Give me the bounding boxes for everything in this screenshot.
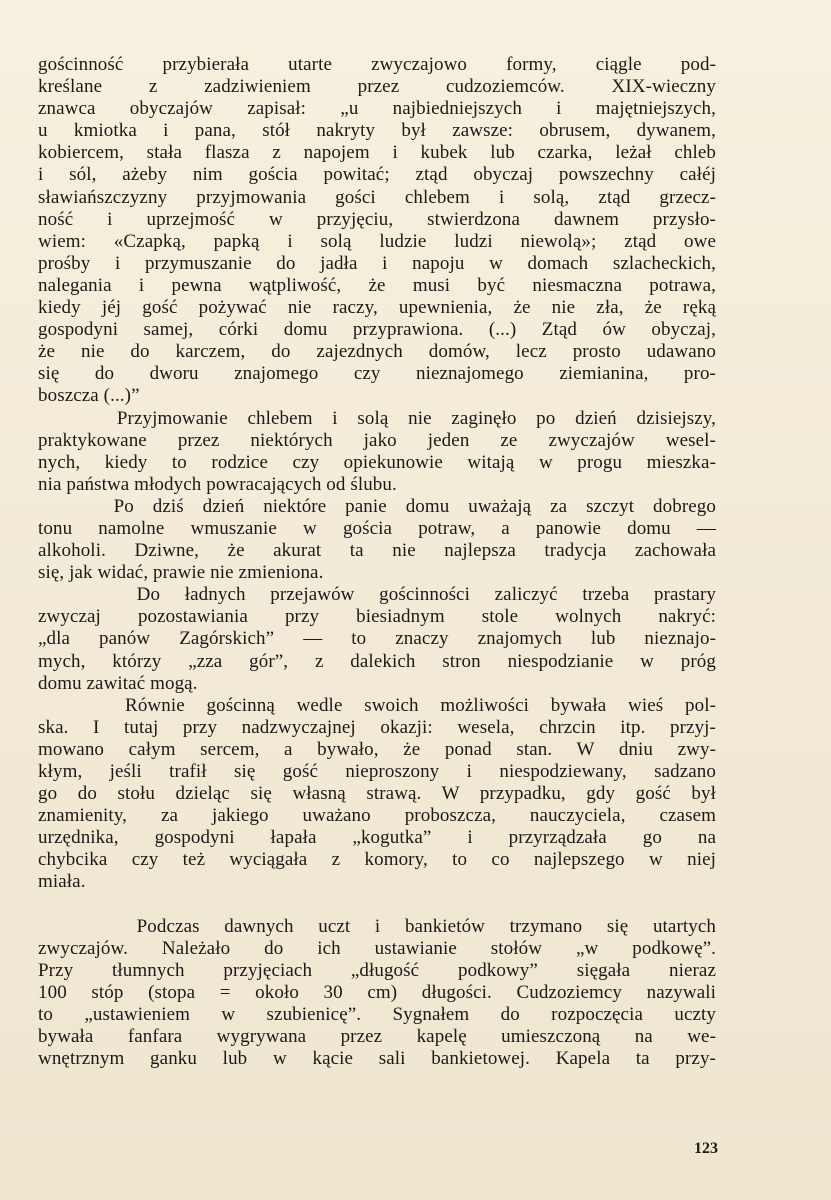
text-line: gościnność przybierała utarte zwyczajowo formy, ciągle pod- (38, 54, 716, 75)
text-line: nia państwa młodych powracających od ślubu. (38, 473, 397, 495)
text-line: nych, kiedy to rodzice czy opiekunowie witają w progu mieszka- (38, 451, 716, 473)
text-line: sławiańszczyzny przyjmowania gości chlebem i solą, ztąd grzecz- (38, 186, 716, 208)
text-line: nalegania i pewna wątpliwość, że musi być niesmaczna potrawa, (38, 274, 716, 296)
body-text (38, 54, 716, 1070)
text-line: Przy tłumnych przyjęciach „długość podkowy” sięgała nieraz (38, 959, 716, 981)
text-line: Do ładnych przejawów gościnności zaliczyć trzeba prastary (38, 584, 716, 606)
text-line: i sól, ażeby nim gościa powitać; ztąd obyczaj powszechny całéj (38, 164, 716, 186)
text-line: praktykowane przez niektórych jako jeden ze zwyczajów wesel- (38, 429, 716, 451)
text-line: zwyczaj pozostawiania przy biesiadnym stole wolnych nakryć: (38, 606, 716, 628)
text-line: wiem: «Czapką, papką i solą ludzie ludzi niewolą»; ztąd owe (38, 230, 716, 252)
text-line: boszcza (...)” (38, 385, 140, 407)
text-line: się do dworu znajomego czy nieznajomego ziemianina, pro- (38, 363, 716, 385)
text-line: prośby i przymuszanie do jadła i napoju w domach szlacheckich, (38, 252, 716, 274)
page-number: 123 (694, 1140, 718, 1157)
paragraph-6 (38, 916, 716, 1071)
text-line: domu zawitać mogą. (38, 672, 198, 694)
text-line: miała. (38, 871, 86, 893)
text-line: wnętrznym ganku lub w kącie sali bankietowej. Kapela ta przy- (38, 1048, 716, 1070)
text-line: kobiercem, stała flasza z napojem i kubek lub czarka, leżał chleb (38, 142, 716, 164)
text-line: kłym, jeśli trafił się gość nieproszony i niespodziewany, sadzano (38, 761, 716, 782)
text-line: że nie do karczem, do zajezdnych domów, lecz prosto udawano (38, 341, 716, 363)
text-line: się, jak widać, prawie nie zmieniona. (38, 562, 324, 584)
text-line: ność i uprzejmość w przyjęciu, stwierdzona dawnem przysło- (38, 208, 716, 230)
text-line: tonu namolne wmuszanie w gościa potraw, a panowie domu — (38, 517, 716, 539)
paragraph-3 (38, 496, 716, 584)
text-line: gospodyni samej, córki domu przyprawiona. (...) Ztąd ów obyczaj, (38, 319, 716, 341)
text-line: Po dziś dzień niektóre panie domu uważają za szczyt dobrego (38, 495, 716, 517)
text-line: u kmiotka i pana, stół nakryty był zawsze: obrusem, dywanem, (38, 120, 716, 142)
text-line: alkoholi. Dziwne, że akurat ta nie najlepsza tradycja zachowała (38, 540, 716, 562)
text-line: ska. I tutaj przy nadzwyczajnej okazji: wesela, chrzcin itp. przyj- (38, 716, 716, 738)
text-line: znawca obyczajów zapisał: „u najbiedniejszych i majętniejszych, (38, 98, 716, 120)
text-line: go do stołu dzieląc się własną strawą. W przypadku, gdy gość był (38, 783, 716, 805)
paragraph-1 (38, 54, 716, 408)
text-line: urzędnika, gospodyni łapała „kogutka” i przyrządzała go na (38, 827, 716, 849)
text-line: Przyjmowanie chlebem i solą nie zaginęło po dzień dzisiejszy, (38, 407, 716, 429)
text-line: bywała fanfara wygrywana przez kapelę umieszczoną na we- (38, 1026, 716, 1048)
paragraph-5 (38, 695, 716, 894)
text-line: zwyczajów. Należało do ich ustawianie stołów „w podkowę”. (38, 937, 716, 959)
text-line: chybcika czy też wyciągała z komory, to co najlepszego w niej (38, 849, 716, 871)
text-line: mych, którzy „zza gór”, z dalekich stron niespodzianie w próg (38, 650, 716, 672)
text-line: „dla panów Zagórskich” — to znaczy znajomych lub nieznajo- (38, 628, 716, 650)
text-line: to „ustawieniem w szubienicę”. Sygnałem do rozpoczęcia uczty (38, 1003, 716, 1025)
text-line: znamienity, za jakiego uważano proboszcza, nauczyciela, czasem (38, 805, 716, 827)
text-line: Równie gościnną wedle swoich możliwości bywała wieś pol- (38, 694, 716, 716)
text-line: 100 stóp (stopa = około 30 cm) długości. Cudzoziemcy nazywali (38, 981, 716, 1003)
text-line: kiedy jéj gość pożywać nie raczy, upewnienia, że nie zła, że ręką (38, 297, 716, 319)
paragraph-4 (38, 584, 716, 694)
text-line: Podczas dawnych uczt i bankietów trzymano się utartych (38, 915, 716, 937)
text-line: kreślane z zadziwieniem przez cudzoziemców. XIX-wieczny (38, 76, 716, 98)
paragraph-2 (38, 408, 716, 496)
text-line: mowano całym sercem, a bywało, że ponad stan. W dniu zwy- (38, 738, 716, 760)
